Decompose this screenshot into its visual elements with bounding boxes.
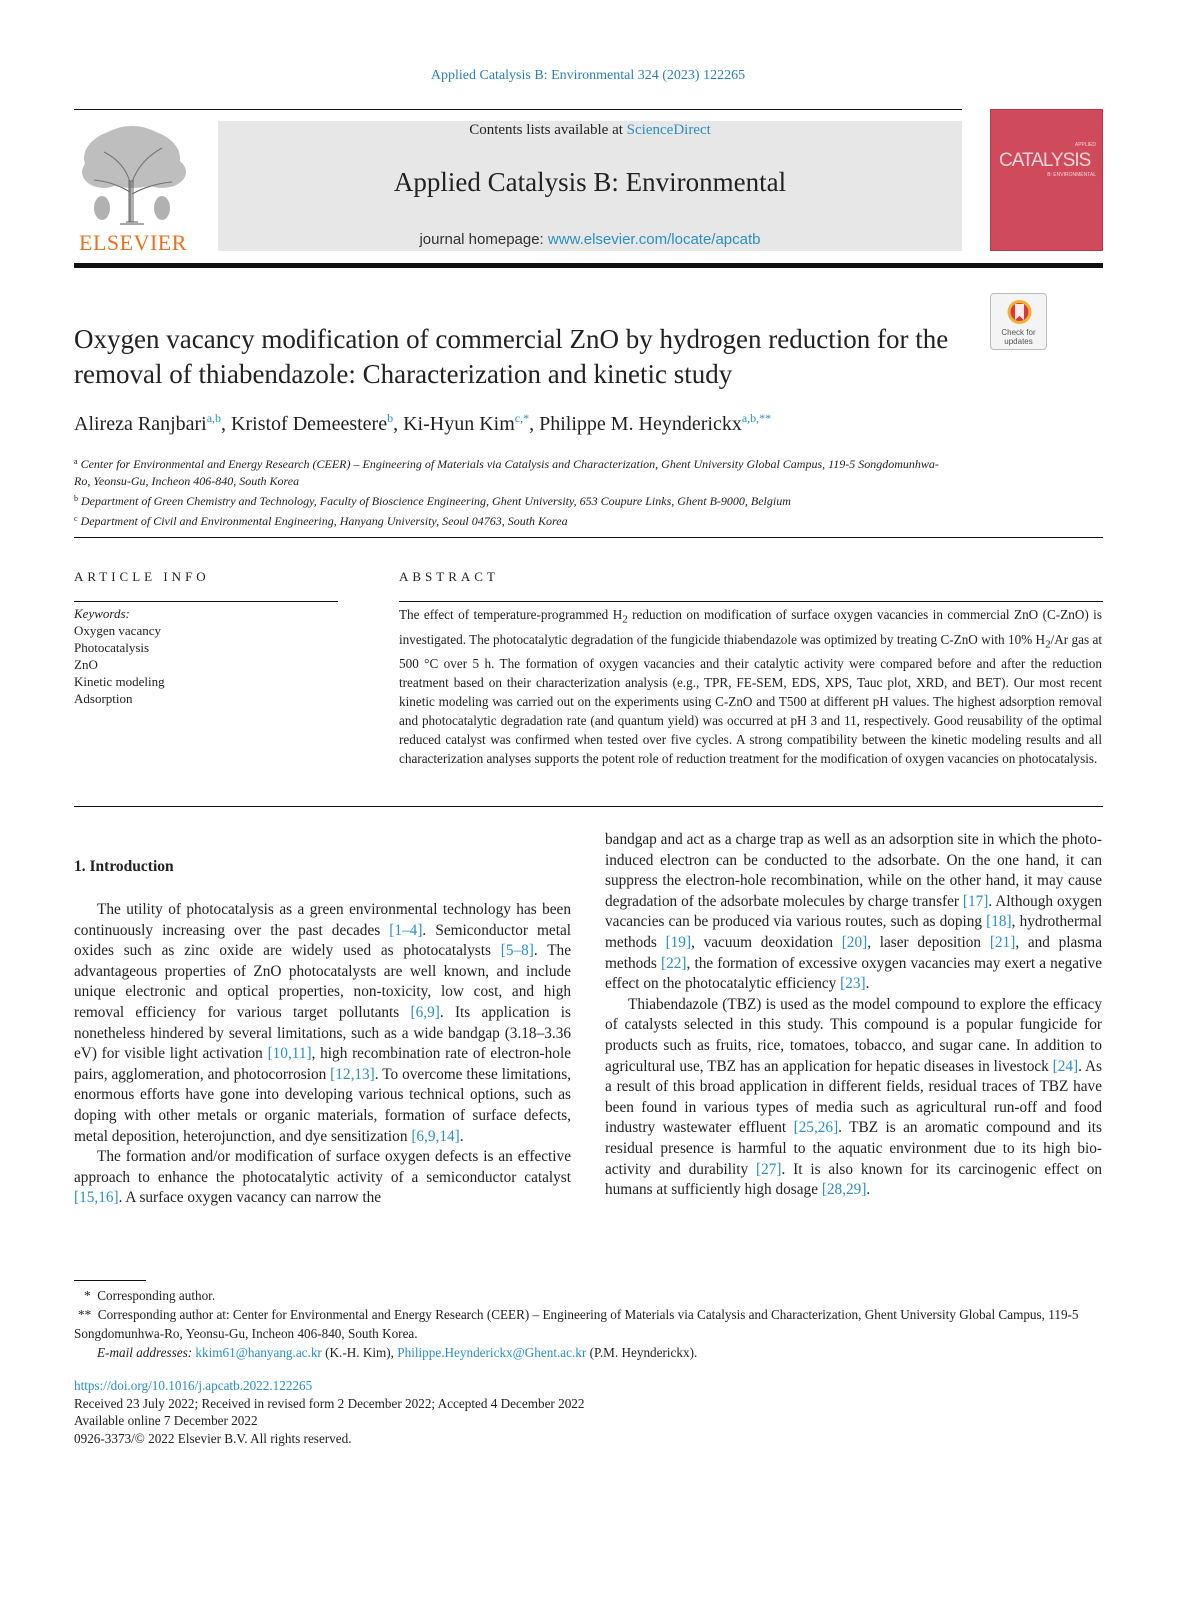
bookmark-icon (991, 294, 1048, 328)
paragraph-text: The formation and/or modification of surface oxygen defects is an effective approach to enhance the photocatalytic activity of a semiconductor catalyst (74, 1148, 571, 1186)
citation-reference-link[interactable]: [5–8] (500, 942, 534, 960)
footnotes (74, 1286, 1104, 1362)
paragraph-text: bandgap and act as a charge trap as well as an adsorption site in which the photo-induced electron can be conducted to the adsorbate. On the one hand, it can suppress the electron-hole recombination, while on the other hand, it may cause degradation of the adsorbate molecules by charge transfer (605, 831, 1102, 910)
keyword-item: Photocatalysis (74, 640, 150, 655)
citation-reference-link[interactable]: [19] (665, 933, 692, 951)
keyword-item: ZnO (74, 657, 98, 672)
paragraph-text: The utility of photocatalysis as a green environmental technology has been continuously increasing over the past decades (74, 901, 571, 939)
header-top-rule (74, 109, 962, 110)
citation-reference-link[interactable]: [22] (660, 954, 687, 972)
section-heading-introduction: 1. Introduction (74, 858, 174, 875)
available-online: Available online 7 December 2022 (74, 1413, 258, 1428)
article-info-heading: ARTICLE INFO (74, 569, 210, 584)
affiliation-item (74, 453, 944, 490)
abstract-segment: reduction on modification of surface oxygen vacancies in commercial ZnO (C-ZnO) is investigated. The photocatalytic degradation of the fungicide thiabendazole was optimized by treating C-ZnO with 10% H (399, 607, 1102, 647)
citation-reference-link[interactable]: [6,9] (410, 1003, 440, 1021)
intro-paragraph-3 (605, 830, 1102, 995)
paragraph-text: . As a result of this broad application in different fields, residual traces of TBZ have been found in various types of media such as agricultural run-off and food industry wastewater effluent (605, 1057, 1102, 1137)
paragraph-text: , vacuum deoxidation (691, 933, 842, 951)
affiliation-mark: c (74, 514, 78, 523)
header-bottom-rule (74, 263, 1103, 268)
intro-paragraph-2 (74, 1147, 571, 1209)
intro-paragraph-1 (74, 900, 571, 1147)
doi-link[interactable]: https://doi.org/10.1016/j.apcatb.2022.122265 (74, 1378, 313, 1393)
article-info-rule (74, 601, 338, 602)
intro-paragraph-4 (605, 995, 1102, 1201)
email-link-kim[interactable]: kkim61@hanyang.ac.kr (195, 1345, 322, 1360)
author-name[interactable]: Ki-Hyun Kim (403, 413, 515, 435)
cover-subtitle: B: ENVIRONMENTAL (1047, 172, 1096, 178)
affiliation-mark: b (74, 494, 78, 503)
citation-reference-link[interactable]: [6,9,14] (411, 1127, 460, 1145)
right-column (605, 830, 1102, 1201)
citation-reference-link[interactable]: [17] (962, 892, 989, 910)
footnote-corresponding-at (74, 1305, 1104, 1343)
citation-reference-link[interactable]: [27] (755, 1160, 782, 1178)
left-column (74, 900, 571, 1209)
citation-reference-link[interactable]: [24] (1052, 1057, 1079, 1075)
citation-reference-link[interactable]: [25,26] (793, 1119, 839, 1137)
paragraph-text: . TBZ is an aromatic compound and its residual presence is harmful to the aquatic environment due to its high bio-activity and durability (605, 1119, 1102, 1178)
citation-reference-link[interactable]: [18] (986, 913, 1012, 931)
keyword-item: Adsorption (74, 691, 133, 706)
keywords-block (74, 605, 334, 707)
check-updates-text (991, 328, 1046, 346)
affiliations (74, 453, 944, 530)
paragraph-text: . Semiconductor metal oxides such as zinc oxide are widely used as photocatalysts (74, 921, 571, 960)
abstract-subscript: 2 (1045, 638, 1051, 651)
citation-reference-link[interactable]: [15,16] (74, 1189, 119, 1207)
author-name[interactable]: Alireza Ranjbari (74, 413, 207, 435)
author-list (74, 411, 1104, 436)
journal-cover-image[interactable] (990, 109, 1103, 251)
paragraph-text: . Its application is nonetheless hindered by several limitations, such as a wide bandgap (3.18–3.36 eV) for visible light activation (74, 1003, 571, 1063)
abstract-heading: ABSTRACT (399, 569, 499, 584)
author-affiliation-mark[interactable]: a,b (206, 411, 222, 425)
author-separator: , (221, 413, 232, 435)
article-title: Oxygen vacancy modification of commercial ZnO by hydrogen reduction for the removal of thiabendazole: Characterization and kinetic study (74, 324, 949, 389)
footnote-corresponding (74, 1286, 1104, 1305)
affiliation-text: Department of Civil and Environmental Engineering, Hanyang University, Seoul 04763, South Korea (80, 514, 568, 528)
journal-header-banner (218, 121, 962, 251)
citation-reference-link[interactable]: [28,29] (821, 1181, 867, 1199)
paragraph-text: . To overcome these limitations, enormous efforts have gone into developing various technical options, such as doping with other metals or organic materials, formation of surface defects, metal deposition, heterojunction, and dye sensitization (74, 1065, 571, 1145)
paragraph-text: . It is also known for its carcinogenic effect on humans at sufficiently high dosage (605, 1160, 1102, 1199)
citation-reference-link[interactable]: [20] (841, 933, 868, 951)
article-metadata (74, 1377, 874, 1447)
paragraph-text: , high recombination rate of electron-hole pairs, agglomeration, and photocorrosion (74, 1045, 571, 1083)
publisher-wordmark: ELSEVIER (79, 230, 187, 255)
affiliation-text: Department of Green Chemistry and Technology, Faculty of Bioscience Engineering, Ghent University, 653 Coupure Links, Ghent B-9000, Belgium (81, 494, 791, 508)
keywords-label: Keywords: (74, 606, 130, 621)
author-affiliation-mark[interactable]: a,b,** (741, 411, 772, 425)
abstract-segment: /Ar gas at 500 °C over 5 h. The formation of oxygen vacancies and their catalytic activity were compared before and after the reduction treatment based on their characterization analysis (e.g., TPR, FE-SEM, EDS, XPS, Tauc plot, XRD, and BET). Our most recent kinetic modeling was carried out on the experiments using C-ZnO and T500 at different pH values. The highest adsorption removal and photocatalytic degradation rate (and quantum yield) was occurred at pH 3 and 11, respectively. Good reusability of the optimal reduced catalyst was confirmed when tested over five cycles. A strong compatibility between the kinetic modeling results and all characterization analyses supports the potent role of reduction treatment for the modification of oxygen vacancies on photocatalysis. (399, 631, 1102, 767)
paragraph-text: . (866, 1181, 871, 1199)
paragraph-text: , laser deposition (867, 933, 990, 951)
author-affiliation-mark[interactable]: c,* (514, 411, 530, 425)
email-link-heynderickx[interactable]: Philippe.Heynderickx@Ghent.ac.kr (397, 1345, 587, 1360)
abstract-subscript: 2 (622, 613, 628, 626)
journal-name: Applied Catalysis B: Environmental (393, 167, 787, 197)
paragraph-text: . The advantageous properties of ZnO photocatalysts are well known, and include unique electronic and optical properties, non-toxicity, low cost, and high removal efficiency for various target pollutants (74, 942, 571, 1021)
abstract-rule (399, 601, 1103, 602)
footnote-text: Corresponding author. (97, 1288, 216, 1303)
paragraph-text: , and plasma methods (605, 933, 1102, 972)
paragraph-text: Thiabendazole (TBZ) is used as the model compound to explore the efficacy of catalysts selected in this study. This compound is a popular fungicide for products such as fruits, rice, tomatoes, tobacco, and sugar cane. In addition to agricultural use, TBZ has an application for hepatic diseases in livestock (605, 995, 1102, 1075)
abstract-text (399, 605, 1102, 768)
homepage-line (218, 231, 962, 248)
footnote-mark: * (84, 1288, 91, 1303)
paragraph-text: , the formation of excessive oxygen vacancies may exert a negative effect on the photocatalytic efficiency (605, 954, 1102, 993)
cover-title: CATALYSIS (999, 150, 1091, 171)
check-for-updates-badge[interactable] (990, 293, 1047, 350)
paragraph-text: . (865, 975, 870, 993)
citation-reference-link[interactable]: [23] (840, 975, 866, 993)
abstract-segment: The effect of temperature-programmed H (399, 607, 623, 622)
sciencedirect-link[interactable]: ScienceDirect (626, 122, 711, 138)
affiliation-item (74, 490, 944, 510)
copyright-line: 0926-3373/© 2022 Elsevier B.V. All rights reserved. (74, 1430, 352, 1446)
keyword-item: Oxygen vacancy (74, 623, 161, 638)
email-owner: (K.-H. Kim), (325, 1345, 394, 1360)
check-updates-line-2: updates (1004, 337, 1033, 346)
cover-top-label: APPLIED (1074, 142, 1096, 148)
author-separator: , (529, 413, 540, 435)
affiliation-item (74, 510, 944, 530)
citation-reference-link[interactable]: [21] (989, 933, 1016, 951)
paragraph-text: . Although oxygen vacancies can be produced via various routes, such as doping (605, 892, 1102, 931)
citation-reference-link[interactable]: [12,13] (330, 1065, 375, 1083)
paragraph-text: , hydrothermal methods (605, 913, 1102, 951)
contents-prefix: Contents lists available at (469, 122, 627, 138)
journal-citation: Applied Catalysis B: Environmental 324 (2023) 122265 (430, 68, 746, 83)
author-affiliation-mark[interactable]: b (387, 411, 394, 425)
footnote-text: Corresponding author at: Center for Environmental and Energy Research (CEER) – Engineering of Materials via Catalysis and Characterization, Ghent University Global Campus, 119-5 Songdomunhwa-Ro, Yeonsu-Gu, Incheon 406-840, South Korea. (74, 1307, 1079, 1341)
author-name[interactable]: Kristof Demeestere (231, 413, 388, 435)
journal-homepage-link[interactable]: www.elsevier.com/locate/apcatb (547, 231, 761, 248)
contents-line (218, 122, 962, 139)
keyword-item: Kinetic modeling (74, 674, 165, 689)
author-separator: , (393, 413, 404, 435)
author-name[interactable]: Philippe M. Heynderickx (539, 413, 742, 435)
footnote-rule (74, 1280, 146, 1281)
elsevier-logo[interactable] (74, 122, 192, 254)
elsevier-tree-icon (74, 122, 192, 226)
affiliations-rule (74, 537, 1103, 538)
received-dates: Received 23 July 2022; Received in revised form 2 December 2022; Accepted 4 December 2022 (74, 1395, 585, 1411)
footnote-mark: ** (78, 1307, 92, 1322)
paragraph-text: . (459, 1127, 464, 1145)
homepage-prefix: journal homepage: (419, 231, 548, 248)
email-owner: (P.M. Heynderickx). (589, 1345, 698, 1360)
citation-reference-link[interactable]: [10,11] (267, 1045, 312, 1063)
check-updates-line-1: Check for (1001, 328, 1036, 337)
footnote-emails (74, 1343, 1104, 1362)
abstract-bottom-rule (74, 806, 1103, 807)
paragraph-text: . A surface oxygen vacancy can narrow the (118, 1189, 382, 1207)
affiliation-text: Center for Environmental and Energy Research (CEER) – Engineering of Materials via Catalysis and Characterization, Ghent University Global Campus, 119-5 Songdomunhwa-Ro, Yeonsu-Gu, Incheon 406-840, South Korea (74, 457, 939, 488)
affiliation-mark: a (74, 457, 78, 466)
citation-reference-link[interactable]: [1–4] (389, 921, 423, 939)
email-label: E-mail addresses: (97, 1345, 193, 1360)
